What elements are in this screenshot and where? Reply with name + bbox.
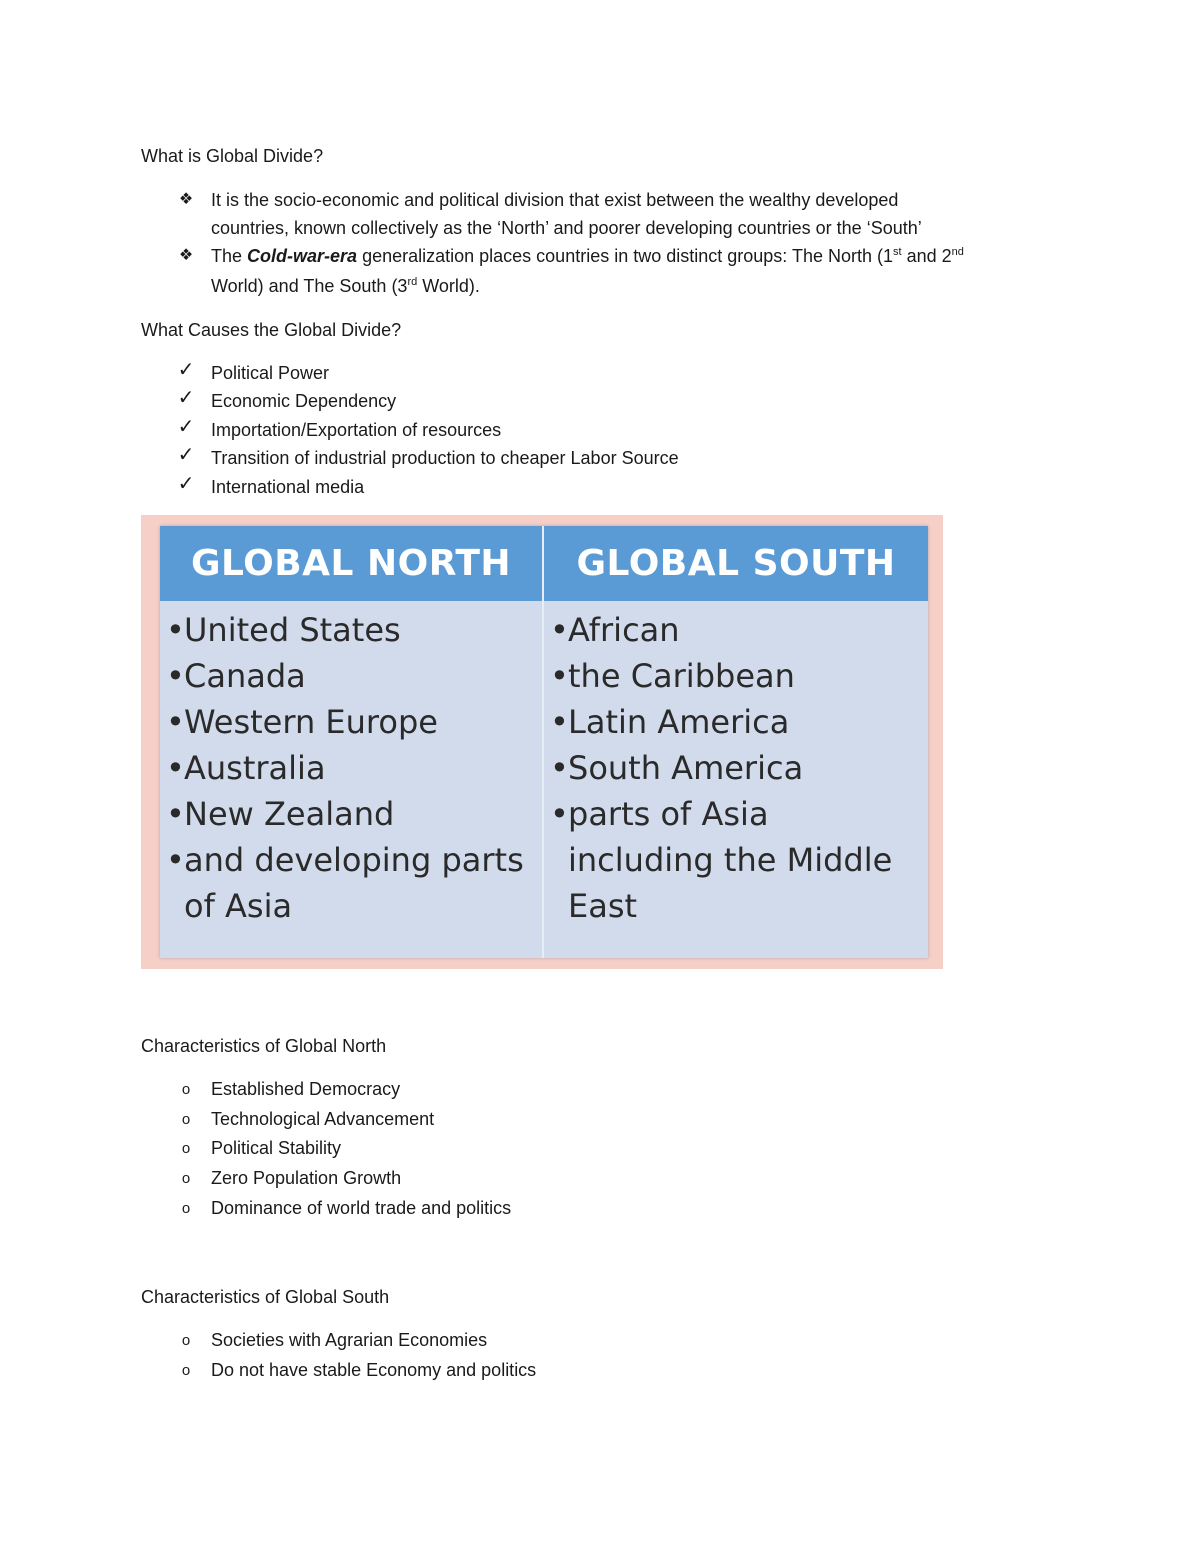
global-north-list (166, 607, 536, 929)
circle-icon: o (181, 1111, 191, 1128)
north-list-item (166, 745, 536, 791)
list-item-text: It is the socio-economic and political division that exist between the wealthy developed (211, 190, 899, 210)
bullet-dot-icon: • (166, 841, 185, 879)
diamond-icon: ❖ (178, 247, 194, 264)
south-list-item-text: the Caribbean (568, 657, 795, 695)
check-icon: ✓ (177, 444, 195, 466)
north-list-item (166, 837, 536, 929)
south-list-item-text: parts of Asia including the Middle East (568, 795, 893, 925)
north-list-item-text: New Zealand (184, 795, 395, 833)
global-south-list (550, 607, 922, 929)
circle-icon: o (181, 1140, 191, 1157)
bullet-dot-icon: • (550, 657, 569, 695)
global-north-column (160, 526, 544, 958)
diamond-icon: ❖ (178, 191, 194, 208)
bullet-dot-icon: • (550, 611, 569, 649)
list-item-text: The Cold-war-era generalization places countries in two distinct groups: The North (1st and 2nd (211, 246, 964, 266)
north-list-item (166, 699, 536, 745)
north-list-item-text: United States (184, 611, 401, 649)
south-list-item (550, 745, 922, 791)
heading-characteristics-global-north: Characteristics of Global North (141, 1036, 387, 1056)
bullet-dot-icon: • (166, 611, 185, 649)
global-south-column (544, 526, 928, 958)
global-south-heading: GLOBAL SOUTH (544, 526, 928, 601)
check-icon: ✓ (177, 387, 195, 409)
comparison-table (160, 526, 928, 958)
list-item-text: countries, known collectively as the ‘North’ and poorer developing countries or the ‘South’ (211, 218, 922, 238)
heading-what-is-global-divide: What is Global Divide? (141, 146, 324, 166)
north-list-item-text: Australia (184, 749, 326, 787)
list-item-text: Zero Population Growth (211, 1168, 402, 1188)
list-item-text: International media (211, 477, 365, 497)
south-list-item-text: South America (568, 749, 804, 787)
list-item-text: Transition of industrial production to cheaper Labor Source (211, 448, 679, 468)
south-list-item (550, 699, 922, 745)
list-item-text: Established Democracy (211, 1079, 401, 1099)
bullet-dot-icon: • (550, 703, 569, 741)
bullet-dot-icon: • (166, 749, 185, 787)
list-item-text: Importation/Exportation of resources (211, 420, 502, 440)
circle-icon: o (181, 1200, 191, 1217)
list-item-text: Economic Dependency (211, 391, 397, 411)
list-item-text: Political Stability (211, 1138, 342, 1158)
north-list-item (166, 791, 536, 837)
bullet-dot-icon: • (550, 795, 569, 833)
heading-what-causes-global-divide: What Causes the Global Divide? (141, 320, 402, 340)
check-icon: ✓ (177, 473, 195, 495)
list-item-text: Do not have stable Economy and politics (211, 1360, 537, 1380)
north-list-item-text: and developing parts of Asia (184, 841, 524, 925)
list-item-text: Political Power (211, 363, 330, 383)
global-north-south-figure (141, 515, 943, 969)
list-item-text: Societies with Agrarian Economies (211, 1330, 488, 1350)
heading-characteristics-global-south: Characteristics of Global South (141, 1287, 390, 1307)
north-list-item-text: Western Europe (184, 703, 438, 741)
south-list-item (550, 791, 922, 929)
south-list-item (550, 653, 922, 699)
check-icon: ✓ (177, 416, 195, 438)
global-north-heading: GLOBAL NORTH (160, 526, 542, 601)
bullet-dot-icon: • (166, 657, 185, 695)
check-icon: ✓ (177, 359, 195, 381)
circle-icon: o (181, 1170, 191, 1187)
list-item-text: World) and The South (3rd World). (211, 276, 480, 296)
south-list-item (550, 607, 922, 653)
circle-icon: o (181, 1081, 191, 1098)
south-list-item-text: Latin America (568, 703, 790, 741)
emphasis-text: Cold-war-era (247, 246, 358, 266)
north-list-item-text: Canada (184, 657, 306, 695)
south-list-item-text: African (568, 611, 680, 649)
north-list-item (166, 653, 536, 699)
bullet-dot-icon: • (166, 795, 185, 833)
north-list-item (166, 607, 536, 653)
bullet-dot-icon: • (166, 703, 185, 741)
bullet-dot-icon: • (550, 749, 569, 787)
circle-icon: o (181, 1332, 191, 1349)
list-item-text: Technological Advancement (211, 1109, 435, 1129)
circle-icon: o (181, 1362, 191, 1379)
list-item-text: Dominance of world trade and politics (211, 1198, 512, 1218)
